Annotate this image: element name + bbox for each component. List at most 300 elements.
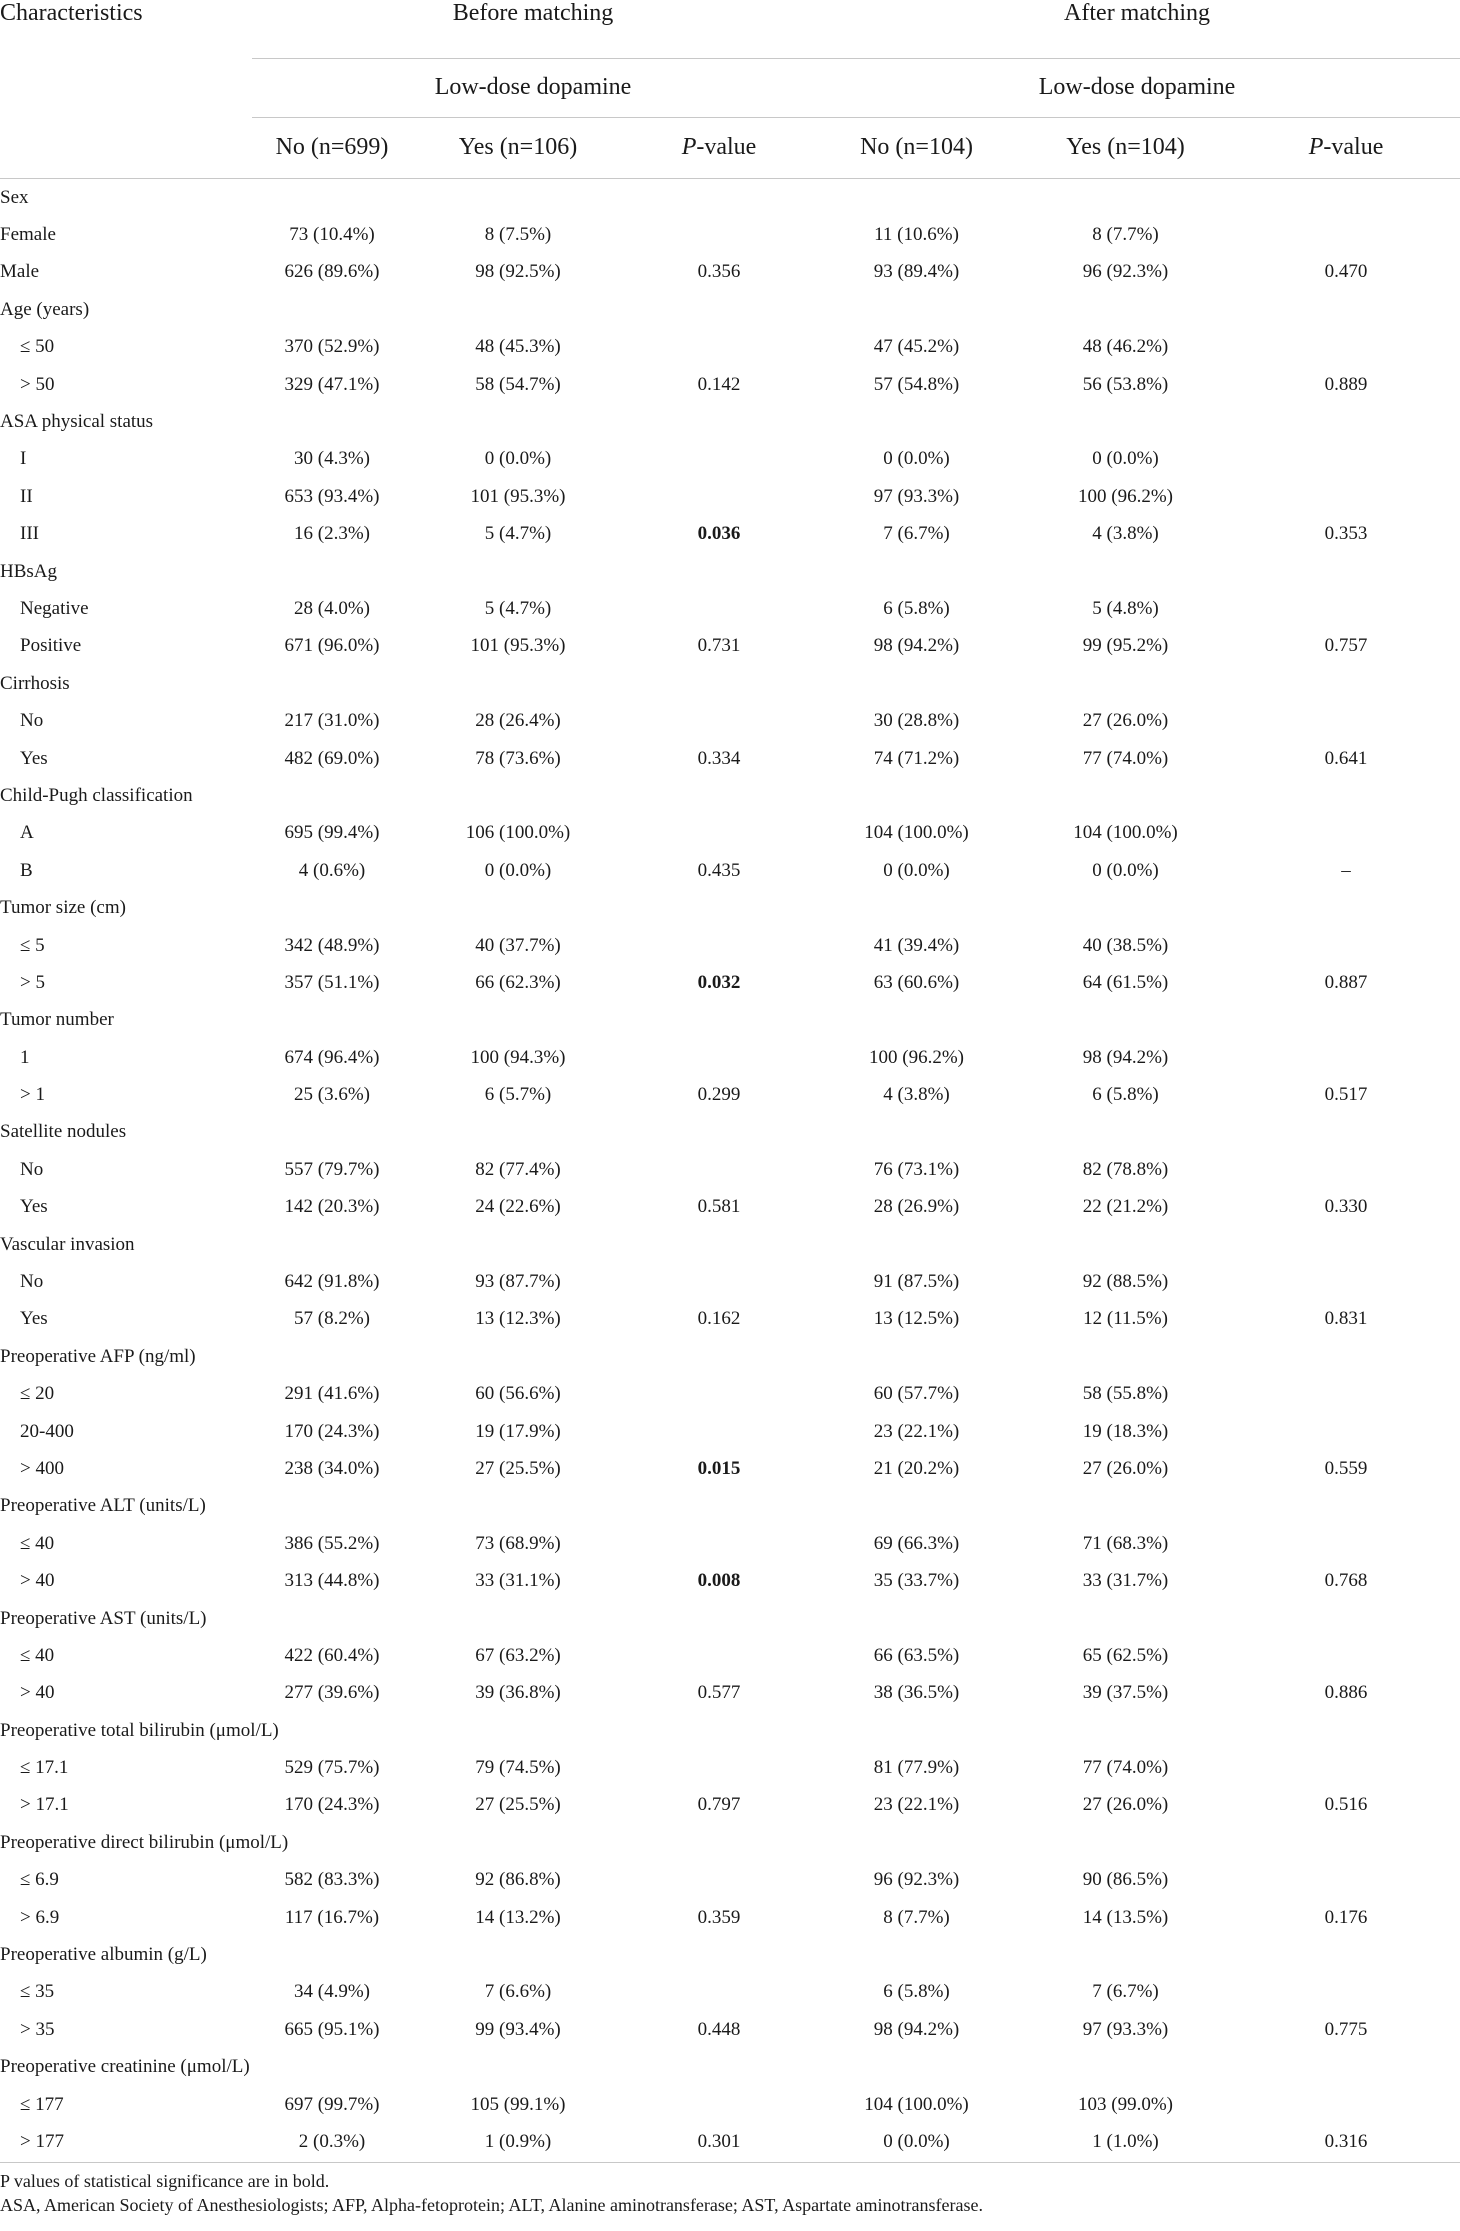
before-pvalue-cell	[624, 1749, 814, 1786]
table-row	[0, 216, 1460, 253]
after-yes-cell: 82 (78.8%)	[1082, 1158, 1169, 1180]
after-no-cell: 66 (63.5%)	[873, 1644, 960, 1666]
after-no-cell: 100 (96.2%)	[869, 1046, 964, 1068]
before-yes-cell	[412, 1600, 624, 1637]
after-no-cell: 0 (0.0%)	[883, 448, 950, 470]
row-label: ≤ 50	[20, 336, 55, 358]
before-yes-cell: 33 (31.1%)	[475, 1570, 561, 1592]
after-yes-cell: 96 (92.3%)	[1082, 261, 1169, 283]
after-no-cell: 11 (10.6%)	[874, 224, 959, 246]
before-yes-cell	[412, 1488, 624, 1525]
before-yes-cell: 0 (0.0%)	[484, 859, 552, 881]
after-yes-cell: 97 (93.3%)	[1082, 2018, 1169, 2040]
after-yes-cell: 1 (1.0%)	[1092, 2131, 1159, 2152]
table-row	[0, 1787, 1460, 1824]
before-no-cell: 582 (83.3%)	[284, 1869, 380, 1891]
after-no-cell: 7 (6.7%)	[883, 523, 950, 545]
before-no-cell: 4 (0.6%)	[298, 859, 366, 881]
before-pvalue-cell	[624, 2049, 814, 2086]
before-no-cell	[252, 553, 412, 590]
after-yes-cell: 8 (7.7%)	[1092, 224, 1159, 246]
after-no-cell	[814, 1712, 1019, 1749]
row-label: Yes	[20, 747, 48, 769]
table-row	[0, 366, 1460, 403]
table-row	[0, 702, 1460, 739]
before-pvalue-cell: 0.334	[697, 747, 741, 769]
after-no-cell: 0 (0.0%)	[883, 2131, 950, 2152]
before-yes-cell	[412, 2049, 624, 2086]
after-pvalue-cell	[1232, 1338, 1460, 1375]
before-pvalue-cell: 0.581	[697, 1196, 741, 1218]
after-pvalue-cell: 0.889	[1324, 373, 1368, 395]
before-no-cell	[252, 1600, 412, 1637]
table-row	[0, 1562, 1460, 1599]
table-row	[0, 2011, 1460, 2048]
after-yes-cell	[1019, 2049, 1232, 2086]
after-yes-cell: 40 (38.5%)	[1082, 934, 1169, 956]
footnote-abbreviations: ASA, American Society of Anesthesiologists; AFP, Alpha-fetoprotein; ALT, Alanine aminotransferase; AST, Aspartate aminotransferase.	[0, 2194, 983, 2215]
before-pvalue-cell	[624, 1114, 814, 1151]
before-pvalue-cell	[624, 1226, 814, 1263]
after-no-cell	[814, 179, 1019, 217]
after-yes-cell	[1019, 179, 1232, 217]
after-no-cell: 35 (33.7%)	[873, 1570, 960, 1592]
category-label: Vascular invasion	[0, 1233, 135, 1255]
before-no-cell: 28 (4.0%)	[294, 597, 370, 619]
after-yes-cell	[1019, 1114, 1232, 1151]
table-row	[0, 964, 1460, 1001]
after-pvalue-cell	[1232, 1488, 1460, 1525]
before-no-cell	[252, 1936, 412, 1973]
after-pvalue-cell	[1232, 1637, 1460, 1674]
after-yes-cell: 104 (100.0%)	[1073, 822, 1178, 844]
after-no-cell: 104 (100.0%)	[864, 822, 969, 844]
row-label: Negative	[20, 597, 89, 619]
row-label: II	[20, 485, 33, 507]
row-label: 20-400	[20, 1420, 74, 1442]
before-yes-cell: 78 (73.6%)	[475, 747, 561, 769]
table-row	[0, 1749, 1460, 1786]
row-label: ≤ 6.9	[20, 1869, 59, 1891]
after-pvalue-cell	[1232, 1749, 1460, 1786]
category-row	[0, 1712, 1460, 1749]
after-no-cell: 23 (22.1%)	[873, 1794, 960, 1816]
before-pvalue-cell	[624, 329, 814, 366]
before-pvalue-cell: 0.301	[697, 2131, 741, 2152]
before-yes-cell	[412, 1824, 624, 1861]
after-yes-cell: 98 (94.2%)	[1082, 1046, 1169, 1068]
before-yes-cell: 1 (0.9%)	[484, 2131, 552, 2152]
after-no-cell: 21 (20.2%)	[873, 1457, 960, 1479]
table-row	[0, 590, 1460, 627]
before-pvalue-cell: 0.448	[697, 2018, 741, 2040]
category-label: Preoperative direct bilirubin (μmol/L)	[0, 1831, 289, 1853]
before-pvalue-cell	[624, 1712, 814, 1749]
after-pvalue-cell	[1232, 2086, 1460, 2123]
after-no-cell	[814, 1488, 1019, 1525]
before-pvalue-cell: 0.435	[697, 859, 741, 881]
after-no-cell	[814, 1338, 1019, 1375]
before-pvalue-cell	[624, 1862, 814, 1899]
after-no-cell: 104 (100.0%)	[864, 2093, 969, 2115]
after-no-cell: 41 (39.4%)	[873, 934, 960, 956]
before-no-cell: 422 (60.4%)	[284, 1644, 380, 1666]
after-pvalue-cell	[1232, 1226, 1460, 1263]
before-no-cell: 674 (96.4%)	[284, 1046, 380, 1068]
category-row	[0, 1338, 1460, 1375]
before-yes-cell	[412, 1002, 624, 1039]
category-row	[0, 1600, 1460, 1637]
table-row	[0, 2086, 1460, 2123]
after-yes-cell	[1019, 777, 1232, 814]
category-label: Tumor size (cm)	[0, 897, 126, 919]
before-yes-cell: 60 (56.6%)	[475, 1383, 561, 1405]
before-no-cell	[252, 777, 412, 814]
before-no-cell: 386 (55.2%)	[284, 1532, 380, 1554]
after-no-cell: 81 (77.9%)	[873, 1757, 960, 1779]
category-row	[0, 403, 1460, 440]
after-no-cell: 57 (54.8%)	[873, 373, 960, 395]
before-pvalue-cell	[624, 216, 814, 253]
category-row	[0, 1824, 1460, 1861]
after-pvalue-cell: 0.470	[1324, 261, 1368, 283]
before-yes-cell: 7 (6.6%)	[484, 1981, 552, 2003]
row-label: Male	[0, 261, 40, 283]
before-yes-cell	[412, 889, 624, 926]
before-yes-cell: 13 (12.3%)	[475, 1308, 561, 1330]
after-pvalue-cell	[1232, 1862, 1460, 1899]
after-yes-cell: 27 (26.0%)	[1082, 710, 1169, 732]
before-pvalue-cell	[624, 1936, 814, 1973]
after-yes-cell	[1019, 553, 1232, 590]
after-yes-cell: 27 (26.0%)	[1082, 1457, 1169, 1479]
before-pvalue-cell	[624, 777, 814, 814]
before-yes-cell: 24 (22.6%)	[475, 1196, 561, 1218]
after-yes-cell	[1019, 403, 1232, 440]
category-label: Preoperative creatinine (μmol/L)	[0, 2056, 250, 2078]
after-yes-cell: 19 (18.3%)	[1082, 1420, 1169, 1442]
after-pvalue-cell	[1232, 1413, 1460, 1450]
col-before-no: No (n=699)	[275, 134, 389, 160]
after-yes-cell: 39 (37.5%)	[1082, 1682, 1169, 1704]
before-yes-cell	[412, 777, 624, 814]
category-label: Child-Pugh classification	[0, 784, 193, 806]
before-pvalue-cell	[624, 2086, 814, 2123]
after-pvalue-cell	[1232, 702, 1460, 739]
table-row	[0, 1413, 1460, 1450]
table-row	[0, 1974, 1460, 2011]
before-no-cell	[252, 2049, 412, 2086]
before-no-cell: 329 (47.1%)	[284, 373, 380, 395]
before-no-cell: 170 (24.3%)	[284, 1794, 380, 1816]
after-yes-cell	[1019, 1712, 1232, 1749]
after-yes-cell: 71 (68.3%)	[1082, 1532, 1169, 1554]
after-yes-cell: 103 (99.0%)	[1078, 2093, 1173, 2115]
before-pvalue-cell: 0.577	[697, 1682, 741, 1704]
before-no-cell: 170 (24.3%)	[284, 1420, 380, 1442]
after-yes-cell: 64 (61.5%)	[1082, 971, 1169, 993]
after-pvalue-cell	[1232, 590, 1460, 627]
after-pvalue-cell	[1232, 553, 1460, 590]
column-header-row	[0, 118, 1460, 178]
row-label: ≤ 5	[20, 934, 45, 956]
table-row	[0, 441, 1460, 478]
after-yes-cell: 100 (96.2%)	[1078, 485, 1173, 507]
row-label: > 5	[20, 971, 45, 993]
before-pvalue-cell	[624, 1600, 814, 1637]
before-pvalue-cell	[624, 1525, 814, 1562]
before-no-cell: 482 (69.0%)	[284, 747, 380, 769]
after-yes-cell	[1019, 665, 1232, 702]
before-pvalue-cell	[624, 1637, 814, 1674]
before-yes-cell: 92 (86.8%)	[475, 1869, 561, 1891]
before-pvalue-cell	[624, 1413, 814, 1450]
table-row	[0, 2123, 1460, 2160]
before-pvalue-cell	[624, 291, 814, 328]
after-no-cell	[814, 1226, 1019, 1263]
after-no-cell	[814, 1114, 1019, 1151]
category-row	[0, 553, 1460, 590]
before-no-cell: 2 (0.3%)	[298, 2131, 366, 2152]
before-yes-cell: 28 (26.4%)	[475, 710, 561, 732]
row-label: > 40	[20, 1570, 55, 1592]
after-pvalue-cell	[1232, 441, 1460, 478]
row-label: No	[20, 1271, 44, 1293]
before-pvalue-cell	[624, 665, 814, 702]
before-no-cell	[252, 291, 412, 328]
after-yes-cell	[1019, 1600, 1232, 1637]
before-no-cell: 370 (52.9%)	[284, 336, 380, 358]
before-yes-cell: 98 (92.5%)	[475, 261, 561, 283]
row-label: ≤ 40	[20, 1532, 55, 1554]
after-pvalue-cell	[1232, 1376, 1460, 1413]
row-label: > 17.1	[20, 1794, 69, 1816]
before-yes-cell: 48 (45.3%)	[475, 336, 561, 358]
table-row	[0, 815, 1460, 852]
after-yes-cell: 0 (0.0%)	[1092, 448, 1159, 470]
before-yes-cell: 6 (5.7%)	[484, 1084, 552, 1106]
after-no-cell	[814, 553, 1019, 590]
row-label: ≤ 35	[20, 1981, 55, 2003]
before-pvalue-cell: 0.299	[697, 1084, 741, 1106]
before-yes-cell	[412, 291, 624, 328]
after-pvalue-cell	[1232, 889, 1460, 926]
row-label: No	[20, 710, 44, 732]
before-yes-cell	[412, 179, 624, 217]
before-pvalue-cell	[624, 1488, 814, 1525]
after-no-cell: 6 (5.8%)	[883, 1981, 950, 2003]
col-after-pvalue	[1232, 118, 1460, 178]
after-pvalue-cell: 0.517	[1324, 1084, 1368, 1106]
before-no-cell	[252, 889, 412, 926]
after-no-cell: 30 (28.8%)	[873, 710, 960, 732]
row-label: > 50	[20, 373, 55, 395]
after-no-cell: 0 (0.0%)	[883, 859, 950, 881]
before-pvalue-cell: 0.142	[697, 373, 741, 395]
table-row	[0, 1263, 1460, 1300]
after-dopamine-subheader: Low-dose dopamine	[1038, 74, 1236, 100]
before-pvalue-cell	[624, 441, 814, 478]
after-no-cell	[814, 291, 1019, 328]
after-no-cell	[814, 1002, 1019, 1039]
category-label: HBsAg	[0, 560, 58, 582]
table-row	[0, 478, 1460, 515]
after-no-cell: 6 (5.8%)	[883, 597, 950, 619]
after-no-cell: 98 (94.2%)	[873, 635, 960, 657]
before-no-cell	[252, 179, 412, 217]
category-label: Satellite nodules	[0, 1121, 127, 1143]
before-yes-cell	[412, 665, 624, 702]
after-yes-cell: 5 (4.8%)	[1092, 597, 1159, 619]
after-pvalue-cell	[1232, 291, 1460, 328]
table-row	[0, 1376, 1460, 1413]
row-label: ≤ 17.1	[20, 1757, 69, 1779]
after-no-cell: 98 (94.2%)	[873, 2018, 960, 2040]
category-row	[0, 1226, 1460, 1263]
before-yes-cell: 106 (100.0%)	[465, 822, 571, 844]
row-label: ≤ 40	[20, 1644, 55, 1666]
before-yes-cell: 66 (62.3%)	[475, 971, 561, 993]
before-no-cell: 695 (99.4%)	[284, 822, 380, 844]
before-no-cell	[252, 1114, 412, 1151]
after-yes-cell: 6 (5.8%)	[1092, 1084, 1159, 1106]
after-no-cell: 96 (92.3%)	[873, 1869, 960, 1891]
category-label: ASA physical status	[0, 411, 154, 433]
category-label: Age (years)	[0, 298, 90, 320]
category-row	[0, 179, 1460, 217]
after-pvalue-cell: 0.641	[1324, 747, 1368, 769]
before-yes-cell	[412, 1226, 624, 1263]
before-no-cell: 217 (31.0%)	[284, 710, 380, 732]
before-pvalue-cell	[624, 702, 814, 739]
after-pvalue-cell	[1232, 216, 1460, 253]
table-row	[0, 329, 1460, 366]
after-no-cell: 74 (71.2%)	[873, 747, 960, 769]
after-no-cell: 23 (22.1%)	[873, 1420, 960, 1442]
category-row	[0, 665, 1460, 702]
before-no-cell: 653 (93.4%)	[284, 485, 380, 507]
after-no-cell	[814, 889, 1019, 926]
before-pvalue-cell: 0.015	[697, 1457, 741, 1479]
table-row	[0, 1301, 1460, 1338]
category-label: Preoperative total bilirubin (μmol/L)	[0, 1719, 279, 1741]
before-no-cell: 117 (16.7%)	[284, 1906, 380, 1928]
category-row	[0, 291, 1460, 328]
before-yes-cell: 5 (4.7%)	[484, 597, 552, 619]
before-pvalue-cell	[624, 1151, 814, 1188]
before-no-cell: 313 (44.8%)	[284, 1570, 380, 1592]
before-no-cell: 557 (79.7%)	[284, 1158, 380, 1180]
row-label: ≤ 177	[20, 2093, 64, 2115]
col-before-yes: Yes (n=106)	[458, 134, 578, 160]
after-pvalue-cell: 0.316	[1324, 2131, 1368, 2152]
before-yes-cell: 82 (77.4%)	[475, 1158, 561, 1180]
before-yes-cell: 14 (13.2%)	[475, 1906, 561, 1928]
row-label: Positive	[20, 635, 82, 657]
table-row	[0, 1637, 1460, 1674]
before-yes-cell: 79 (74.5%)	[475, 1757, 561, 1779]
table-row	[0, 1525, 1460, 1562]
table-row	[0, 1189, 1460, 1226]
category-label: Preoperative AST (units/L)	[0, 1607, 207, 1629]
category-label: Preoperative ALT (units/L)	[0, 1495, 206, 1517]
before-no-cell: 57 (8.2%)	[294, 1308, 370, 1330]
before-pvalue-cell: 0.036	[697, 523, 741, 545]
before-pvalue-cell	[624, 1376, 814, 1413]
before-yes-cell: 58 (54.7%)	[475, 373, 561, 395]
before-no-cell	[252, 403, 412, 440]
row-label: > 177	[20, 2131, 64, 2152]
before-no-cell: 642 (91.8%)	[284, 1271, 380, 1293]
table-row	[0, 1076, 1460, 1113]
after-yes-cell	[1019, 889, 1232, 926]
after-no-cell: 76 (73.1%)	[873, 1158, 960, 1180]
before-pvalue-cell	[624, 179, 814, 217]
after-yes-cell: 77 (74.0%)	[1082, 1757, 1169, 1779]
before-yes-cell: 27 (25.5%)	[475, 1794, 561, 1816]
category-row	[0, 1002, 1460, 1039]
row-label: > 400	[20, 1457, 64, 1479]
before-yes-cell: 101 (95.3%)	[470, 485, 566, 507]
after-no-cell: 8 (7.7%)	[883, 1906, 950, 1928]
before-pvalue-cell: 0.008	[697, 1570, 741, 1592]
table-row	[0, 740, 1460, 777]
before-pvalue-cell: 0.032	[697, 971, 741, 993]
after-pvalue-cell: –	[1341, 859, 1351, 881]
before-yes-cell	[412, 1936, 624, 1973]
after-yes-cell: 0 (0.0%)	[1092, 859, 1159, 881]
after-pvalue-cell: 0.559	[1324, 1457, 1368, 1479]
before-pvalue-cell	[624, 590, 814, 627]
after-no-cell	[814, 1824, 1019, 1861]
before-dopamine-subheader: Low-dose dopamine	[434, 74, 632, 100]
after-pvalue-cell	[1232, 1712, 1460, 1749]
before-pvalue-cell	[624, 927, 814, 964]
before-yes-cell: 73 (68.9%)	[475, 1532, 561, 1554]
after-yes-cell: 12 (11.5%)	[1083, 1308, 1168, 1330]
after-yes-cell	[1019, 1824, 1232, 1861]
after-yes-cell: 92 (88.5%)	[1082, 1271, 1169, 1293]
before-pvalue-cell: 0.731	[697, 635, 741, 657]
row-label: > 35	[20, 2018, 55, 2040]
before-no-cell: 342 (48.9%)	[284, 934, 380, 956]
row-label: Female	[0, 224, 56, 246]
after-yes-cell: 77 (74.0%)	[1082, 747, 1169, 769]
after-pvalue-cell	[1232, 1525, 1460, 1562]
before-no-cell: 142 (20.3%)	[284, 1196, 380, 1218]
after-pvalue-cell: 0.353	[1324, 523, 1368, 545]
after-no-cell	[814, 403, 1019, 440]
after-yes-cell: 22 (21.2%)	[1082, 1196, 1169, 1218]
col-after-yes: Yes (n=104)	[1066, 134, 1185, 160]
before-yes-cell: 27 (25.5%)	[475, 1457, 561, 1479]
row-label: Yes	[20, 1308, 48, 1330]
before-no-cell	[252, 1338, 412, 1375]
after-yes-cell	[1019, 291, 1232, 328]
after-pvalue-cell: 0.516	[1324, 1794, 1368, 1816]
category-row	[0, 889, 1460, 926]
before-yes-cell	[412, 403, 624, 440]
after-no-cell	[814, 1600, 1019, 1637]
after-yes-cell: 33 (31.7%)	[1082, 1570, 1169, 1592]
after-no-cell: 4 (3.8%)	[883, 1084, 950, 1106]
before-no-cell: 277 (39.6%)	[284, 1682, 380, 1704]
before-yes-cell: 5 (4.7%)	[484, 523, 552, 545]
after-pvalue-cell	[1232, 478, 1460, 515]
before-yes-cell: 0 (0.0%)	[484, 448, 552, 470]
before-pvalue-cell: 0.162	[697, 1308, 741, 1330]
before-no-cell: 626 (89.6%)	[284, 261, 380, 283]
